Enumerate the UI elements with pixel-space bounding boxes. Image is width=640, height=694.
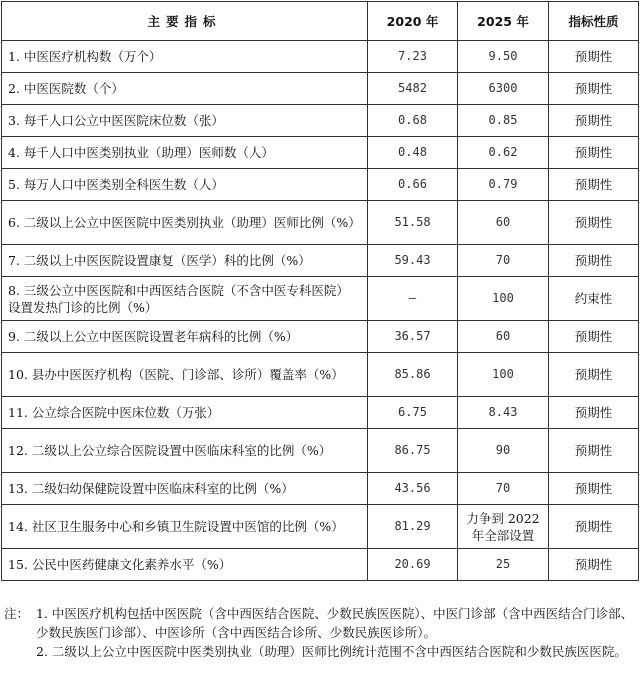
indicator-nature: 预期性 — [549, 169, 639, 201]
table-row — [2, 73, 639, 105]
value-2025: 60 — [458, 321, 549, 353]
indicator-nature: 预期性 — [549, 105, 639, 137]
value-2020: 43.56 — [368, 473, 458, 505]
indicator-name: 12. 二级以上公立综合医院设置中医临床科室的比例（%） — [2, 429, 368, 473]
value-2020: 51.58 — [368, 201, 458, 245]
table-row — [2, 321, 639, 353]
table-row — [2, 169, 639, 201]
footnote-number: 1. — [36, 606, 48, 621]
value-2020: 5482 — [368, 73, 458, 105]
footnote-body: 二级以上公立中医医院中医类别执业（助理）医师比例统计范围不含中西医结合医院和少数民族医医院。 — [51, 644, 627, 659]
indicator-nature: 预期性 — [549, 41, 639, 73]
footnote-prefix: 注： — [4, 606, 30, 621]
value-2025: 25 — [458, 549, 549, 581]
value-2020: 20.69 — [368, 549, 458, 581]
indicator-nature: 预期性 — [549, 353, 639, 397]
indicator-name: 10. 县办中医医疗机构（医院、门诊部、诊所）覆盖率（%） — [2, 353, 368, 397]
value-2020: — — [368, 277, 458, 321]
table-row — [2, 353, 639, 397]
indicator-nature: 预期性 — [549, 549, 639, 581]
indicator-name: 8. 三级公立中医医院和中西医结合医院（不含中医专科医院）设置发热门诊的比例（%） — [2, 277, 368, 321]
indicator-nature: 预期性 — [549, 245, 639, 277]
indicator-name: 6. 二级以上公立中医医院中医类别执业（助理）医师比例（%） — [2, 201, 368, 245]
table-row — [2, 105, 639, 137]
value-2020: 59.43 — [368, 245, 458, 277]
table-row — [2, 429, 639, 473]
indicator-nature: 预期性 — [549, 73, 639, 105]
value-2025: 8.43 — [458, 397, 549, 429]
header-2025: 2025 年 — [458, 2, 549, 41]
indicator-nature: 预期性 — [549, 397, 639, 429]
indicator-nature: 预期性 — [549, 473, 639, 505]
value-2020: 36.57 — [368, 321, 458, 353]
value-2020: 0.48 — [368, 137, 458, 169]
value-2025: 0.85 — [458, 105, 549, 137]
value-2025: 70 — [458, 245, 549, 277]
indicator-name: 15. 公民中医药健康文化素养水平（%） — [2, 549, 368, 581]
indicator-nature: 预期性 — [549, 137, 639, 169]
indicator-nature: 预期性 — [549, 201, 639, 245]
table-row — [2, 137, 639, 169]
table-row — [2, 201, 639, 245]
footnote-number: 2. — [36, 644, 48, 659]
indicator-nature: 预期性 — [549, 505, 639, 549]
value-2020: 85.86 — [368, 353, 458, 397]
value-2025: 0.79 — [458, 169, 549, 201]
indicator-name: 1. 中医医疗机构数（万个） — [2, 41, 368, 73]
value-2020: 0.68 — [368, 105, 458, 137]
value-2025: 90 — [458, 429, 549, 473]
footnote-body: 中医医疗机构包括中医医院（含中西医结合医院、少数民族医医院）、中医门诊部（含中西医结合门诊部、少数民族医门诊部）、中医诊所（含中西医结合诊所、少数民族医诊所）。 — [36, 606, 634, 640]
value-2020: 86.75 — [368, 429, 458, 473]
table-row — [2, 473, 639, 505]
indicator-name: 5. 每万人口中医类别全科医生数（人） — [2, 169, 368, 201]
table-row — [2, 549, 639, 581]
indicator-name: 14. 社区卫生服务中心和乡镇卫生院设置中医馆的比例（%） — [2, 505, 368, 549]
value-2025: 0.62 — [458, 137, 549, 169]
indicator-name: 3. 每千人口公立中医医院床位数（张） — [2, 105, 368, 137]
value-2025: 力争到 2022 年全部设置 — [458, 505, 549, 549]
table-row — [2, 397, 639, 429]
value-2025: 6300 — [458, 73, 549, 105]
header-indicator: 主要指标 — [2, 2, 368, 41]
header-2020: 2020 年 — [368, 2, 458, 41]
value-2020: 0.66 — [368, 169, 458, 201]
header-nature: 指标性质 — [549, 2, 639, 41]
table-row — [2, 41, 639, 73]
table-row — [2, 277, 639, 321]
value-2025: 100 — [458, 353, 549, 397]
indicator-name: 13. 二级妇幼保健院设置中医临床科室的比例（%） — [2, 473, 368, 505]
value-2025: 60 — [458, 201, 549, 245]
indicator-name: 2. 中医医院数（个） — [2, 73, 368, 105]
table-row — [2, 245, 639, 277]
value-2020: 7.23 — [368, 41, 458, 73]
value-2025: 100 — [458, 277, 549, 321]
indicator-name: 11. 公立综合医院中医床位数（万张） — [2, 397, 368, 429]
table-header-row — [2, 2, 639, 41]
indicator-table — [1, 1, 639, 581]
indicator-name: 9. 二级以上公立中医医院设置老年病科的比例（%） — [2, 321, 368, 353]
indicator-name: 7. 二级以上中医医院设置康复（医学）科的比例（%） — [2, 245, 368, 277]
value-2020: 81.29 — [368, 505, 458, 549]
footnote-1 — [4, 604, 636, 642]
table-row — [2, 505, 639, 549]
footnote-text — [36, 604, 636, 642]
value-2025: 70 — [458, 473, 549, 505]
indicator-nature: 约束性 — [549, 277, 639, 321]
value-2020: 6.75 — [368, 397, 458, 429]
indicator-nature: 预期性 — [549, 321, 639, 353]
value-2025: 9.50 — [458, 41, 549, 73]
indicator-name: 4. 每千人口中医类别执业（助理）医师数（人） — [2, 137, 368, 169]
footnotes — [4, 604, 636, 661]
footnote-text — [36, 642, 636, 661]
indicator-nature: 预期性 — [549, 429, 639, 473]
footnote-2 — [4, 642, 636, 661]
